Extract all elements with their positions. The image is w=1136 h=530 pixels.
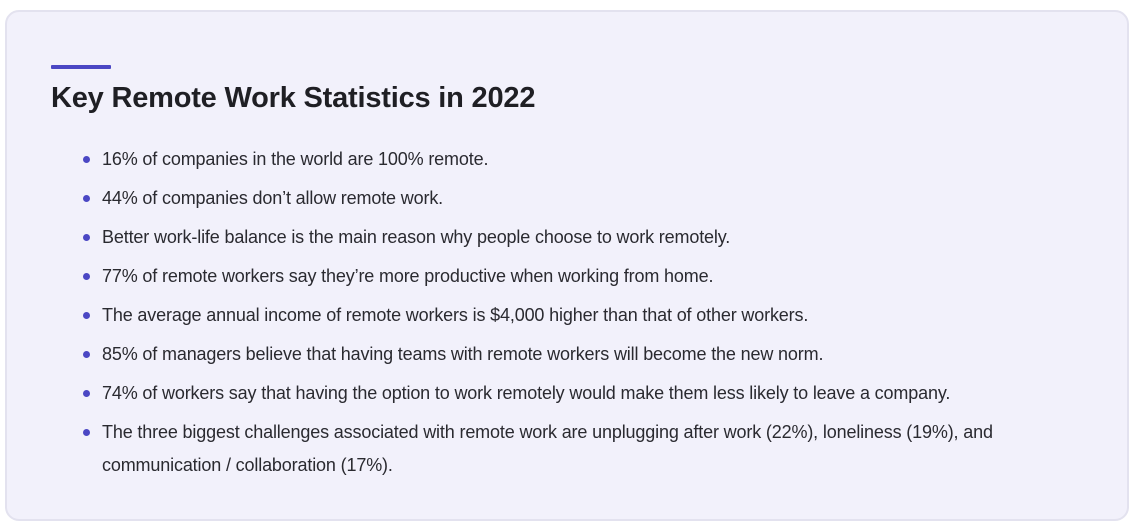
stats-list [102, 143, 1102, 488]
list-item-text: Better work-life balance is the main reason why people choose to work remotely. [102, 227, 731, 247]
list-item-text: 85% of managers believe that having teams with remote workers will become the new norm. [102, 344, 824, 364]
accent-bar [51, 65, 111, 69]
list-item [102, 260, 1102, 293]
bullet-icon [83, 273, 90, 280]
list-item-text: 44% of companies don’t allow remote work. [102, 188, 444, 208]
list-item-text: 74% of workers say that having the option to work remotely would make them less likely to leave a company. [102, 383, 951, 403]
list-item-text: 77% of remote workers say they’re more productive when working from home. [102, 266, 714, 286]
bullet-icon [83, 195, 90, 202]
bullet-icon [83, 351, 90, 358]
list-item-text: 16% of companies in the world are 100% remote. [102, 149, 489, 169]
bullet-icon [83, 390, 90, 397]
list-item [102, 338, 1102, 371]
list-item [102, 377, 1102, 410]
list-item-text: The average annual income of remote workers is $4,000 higher than that of other workers. [102, 305, 809, 325]
list-item [102, 416, 1102, 482]
list-item [102, 182, 1102, 215]
list-item-text: The three biggest challenges associated with remote work are unplugging after work (22%), loneliness (19%), and communication / collaboration (17%). [102, 422, 993, 475]
bullet-icon [83, 156, 90, 163]
bullet-icon [83, 312, 90, 319]
page-title: Key Remote Work Statistics in 2022 [51, 82, 536, 114]
bullet-icon [83, 429, 90, 436]
list-item [102, 299, 1102, 332]
list-item [102, 143, 1102, 176]
stats-card [5, 10, 1129, 521]
list-item [102, 221, 1102, 254]
bullet-icon [83, 234, 90, 241]
